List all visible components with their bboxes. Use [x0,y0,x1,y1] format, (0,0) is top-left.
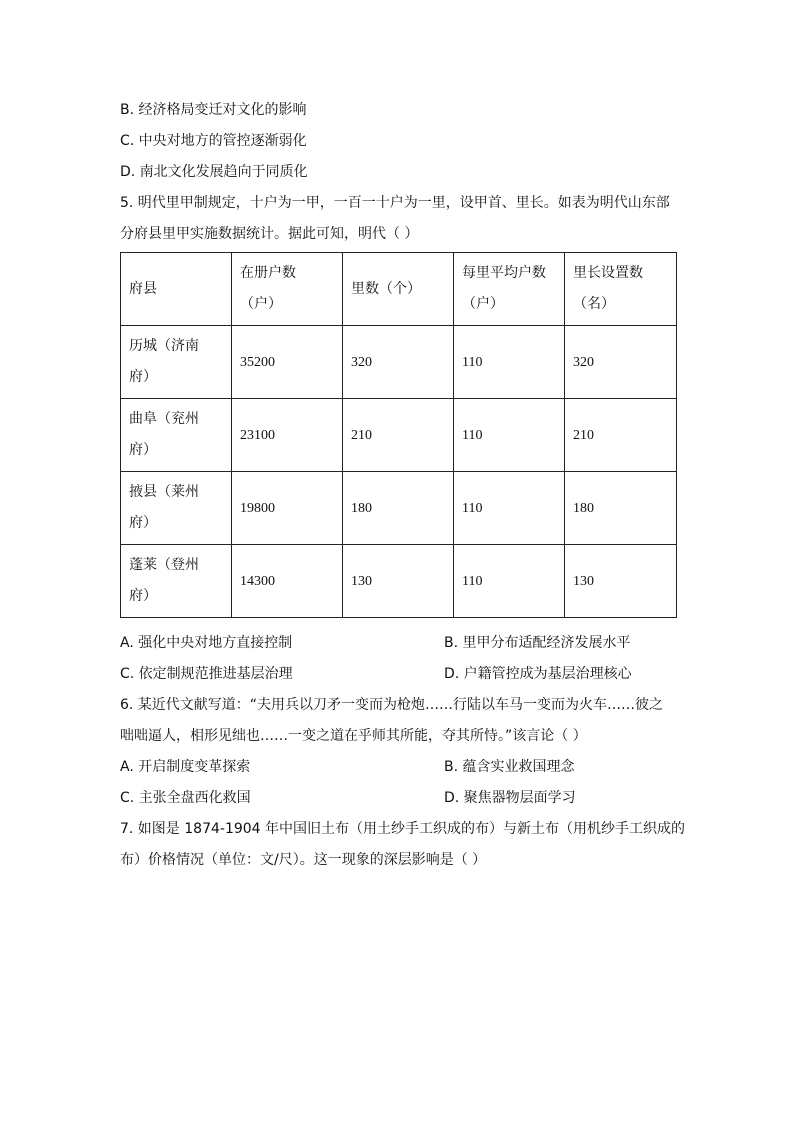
q5-options-row-2 [120,659,680,690]
q6-options-row-2 [120,783,680,814]
prev-option-b: B. 经济格局变迁对文化的影响 [120,102,307,118]
county-cell [121,472,232,545]
table-row [121,399,677,472]
header-text: 府县 [129,280,157,297]
header-unit: （户） [462,296,504,312]
lizhang-count-cell: 210 [565,399,677,472]
header-text: 里数（个） [351,280,421,297]
county-name-cont: 府） [129,515,157,531]
avg-households-cell: 110 [454,399,565,472]
prev-option-d: D. 南北文化发展趋向于同质化 [120,164,308,180]
households-cell: 35200 [232,326,343,399]
q5-stem-line1: 5. 明代里甲制规定，十户为一甲，一百一十户为一里，设甲首、里长。如表为明代山东部 [120,195,670,211]
q6-option-c[interactable]: C. 主张全盘西化救国 [120,790,251,806]
county-name: 掖县（莱州 [129,484,199,500]
households-cell: 14300 [232,545,343,618]
q5-data-table [120,252,677,618]
q6-stem-line2: 咄咄逼人，相形见绌也……一变之道在乎师其所能，夺其所恃。”该言论（ ） [120,728,587,744]
q5-option-c[interactable]: C. 依定制规范推进基层治理 [120,666,293,682]
header-li-count [343,253,454,326]
table-row [121,326,677,399]
county-name: 蓬莱（登州 [129,557,199,573]
header-households [232,253,343,326]
county-name: 曲阜（兖州 [129,411,199,427]
li-count-cell: 180 [343,472,454,545]
q6-option-a[interactable]: A. 开启制度变革探索 [120,759,251,775]
q5-option-b[interactable]: B. 里甲分布适配经济发展水平 [444,635,631,651]
header-county [121,253,232,326]
q5-option-d[interactable]: D. 户籍管控成为基层治理核心 [444,666,632,682]
header-text: 在册户数 [240,265,296,281]
header-text: 里长设置数 [573,265,643,281]
households-cell: 23100 [232,399,343,472]
county-cell [121,326,232,399]
q6-options-row-1 [120,752,680,783]
county-name: 历城（济南 [129,338,199,354]
avg-households-cell: 110 [454,472,565,545]
li-count-cell: 210 [343,399,454,472]
q5-options-row-1 [120,628,680,659]
lizhang-count-cell: 130 [565,545,677,618]
households-cell: 19800 [232,472,343,545]
q5-stem-line2: 分府县里甲实施数据统计。据此可知，明代（ ） [120,226,419,242]
table-row [121,545,677,618]
lizhang-count-cell: 320 [565,326,677,399]
q7-stem-line2: 布）价格情况（单位：文/尺）。这一现象的深层影响是（ ） [120,852,487,868]
county-name-cont: 府） [129,369,157,385]
header-unit: （名） [573,296,615,312]
header-avg-households [454,253,565,326]
q6-option-b[interactable]: B. 蕴含实业救国理念 [444,759,575,775]
header-lizhang-count [565,253,677,326]
county-cell [121,399,232,472]
county-name-cont: 府） [129,442,157,458]
header-unit: （户） [240,296,282,312]
county-cell [121,545,232,618]
avg-households-cell: 110 [454,326,565,399]
q7-stem-line1: 7. 如图是 1874-1904 年中国旧土布（用土纱手工织成的布）与新土布（用机纱手工织成的 [120,821,686,837]
q6-stem-line1: 6. 某近代文献写道：“夫用兵以刀矛一变而为枪炮……行陆以车马一变而为火车……彼之 [120,697,664,713]
table-row [121,472,677,545]
header-text: 每里平均户数 [462,265,546,281]
exam-page [120,95,686,876]
q5-option-a[interactable]: A. 强化中央对地方直接控制 [120,635,293,651]
county-name-cont: 府） [129,588,157,604]
prev-option-c: C. 中央对地方的管控逐渐弱化 [120,133,307,149]
lizhang-count-cell: 180 [565,472,677,545]
table-header-row [121,253,677,326]
li-count-cell: 130 [343,545,454,618]
q6-option-d[interactable]: D. 聚焦器物层面学习 [444,790,576,806]
avg-households-cell: 110 [454,545,565,618]
li-count-cell: 320 [343,326,454,399]
